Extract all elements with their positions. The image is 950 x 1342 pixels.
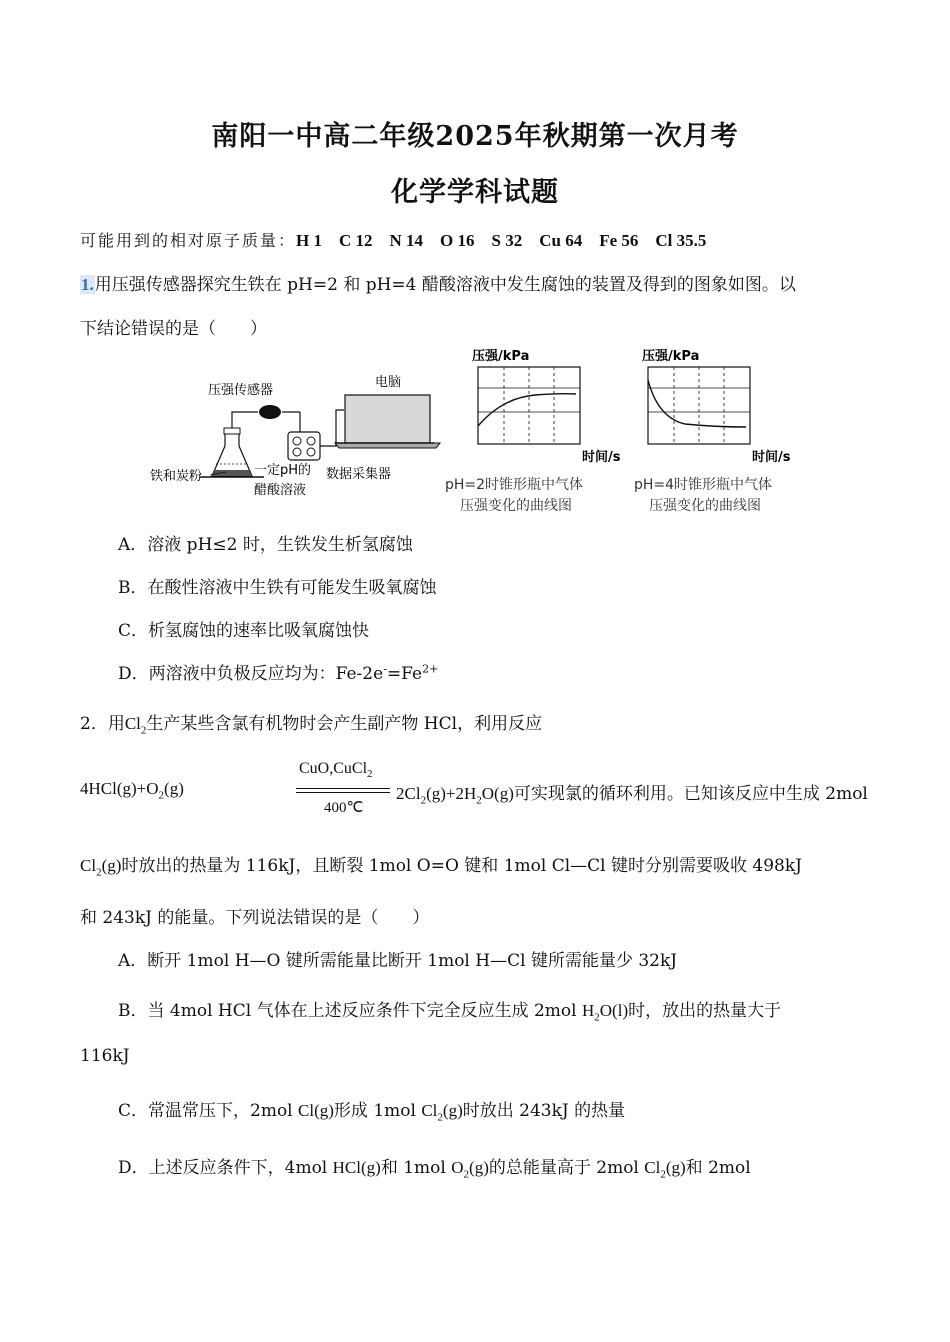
eq-reactants: $4HCl(g)+O_2(g)$ [80, 779, 184, 802]
iron-carbon-label: 铁和炭粉 [150, 469, 203, 484]
q2-line1-cl: Cl [124, 714, 141, 733]
data-collector-label: 数据采集器 [326, 467, 392, 482]
q1-stem-text1: 用压强传感器探究生铁在 pH=2 和 pH=4 醋酸溶液中发生腐蚀的装置及得到的图象如图。以 [94, 275, 796, 295]
computer-label: 电脑 [375, 375, 402, 390]
eq-products: $2Cl_2(g)+2H_2O(g)$可实现氯的循环利用。已知该反应中生成 2mol [396, 784, 868, 807]
graph1-curve [478, 394, 576, 426]
q1-option-d-pre: D．两溶液中负极反应均为：Fe-2e [118, 664, 384, 684]
graph1-caption1: pH=2时锥形瓶中气体 [445, 477, 584, 493]
q2-option-b: B．当 4mol HCl 气体在上述反应条件下完全反应生成 2mol $H_2O(l)$时，放出的热量大于 [118, 1001, 782, 1024]
q1-stem-line1 [80, 270, 796, 295]
graph2-curve [648, 380, 746, 427]
atomic-masses-label: 可能用到的相对原子质量： [80, 231, 297, 250]
q2-option-c: C．常温常压下，2mol Cl(g)形成 1mol $Cl_2(g)$时放出 243kJ 的热量 [118, 1101, 626, 1124]
q2-option-b-line2: 116kJ [80, 1046, 130, 1066]
q2-option-d: D．上述反应条件下，4mol HCl(g)和 1mol $O_2(g)$的总能量高于 2mol $Cl_2(g)$和 2mol [118, 1158, 751, 1181]
q2-line3-text: 时放出的热量为 116kJ，且断裂 1mol O=O 键和 1mol Cl—Cl 键时分别需要吸收 498kJ [121, 856, 802, 876]
conical-flask [212, 432, 252, 476]
page-subtitle: 化学学科试题 [391, 177, 559, 208]
q2-line1-a: 2．用 [80, 714, 125, 734]
page-title: 南阳一中高二年级2025年秋期第一次月考 [211, 121, 739, 152]
apparatus-diagram [150, 374, 440, 498]
atomic-masses [80, 228, 706, 251]
pressure-sensor-label: 压强传感器 [208, 383, 274, 398]
eq-post-text: 可实现氯的循环利用。已知该反应中生成 2mol [513, 784, 868, 804]
acetic-label-1: 一定pH的 [254, 463, 312, 478]
graph2-caption2: 压强变化的曲线图 [649, 498, 761, 514]
data-collector-box [288, 432, 320, 460]
q1-option-d-sup2: 2+ [422, 662, 439, 676]
q2-equation [80, 760, 940, 820]
graph2-ylabel: 压强/kPa [642, 349, 700, 364]
q1-option-c: C．析氢腐蚀的速率比吸氧腐蚀快 [118, 621, 370, 641]
graph2-xlabel: 时间/s [752, 450, 791, 465]
q2-line1-b: 生产某些含氯有机物时会产生副产物 HCl，利用反应 [146, 714, 543, 734]
graph-ph2 [445, 348, 621, 514]
q1-option-b: B．在酸性溶液中生铁有可能发生吸氧腐蚀 [118, 578, 437, 598]
q1-option-d [118, 659, 438, 684]
graph1-xlabel: 时间/s [582, 450, 621, 465]
eq-catalyst: CuO,CuCl$_2$ [299, 760, 373, 781]
atomic-masses-values: H 1 C 12 N 14 O 16 S 32 Cu 64 Fe 56 Cl 35.5 [296, 231, 707, 250]
graph1-ylabel: 压强/kPa [472, 349, 530, 364]
graph2-caption1: pH=4时锥形瓶中气体 [634, 477, 773, 493]
q2-option-a: A．断开 1mol H—O 键所需能量比断开 1mol H—Cl 键所需能量少 32kJ [118, 951, 678, 971]
acetic-label-2: 醋酸溶液 [254, 483, 307, 498]
q1-option-d-sup1: - [383, 662, 387, 676]
q1-number: 1. [81, 275, 94, 294]
graph1-caption2: 压强变化的曲线图 [460, 498, 572, 514]
eq-temperature: 400℃ [324, 800, 364, 816]
q1-option-a: A．溶液 pH≤2 时，生铁发生析氢腐蚀 [118, 535, 413, 555]
q1-figure [140, 340, 820, 525]
computer-screen [345, 395, 430, 443]
pressure-sensor-shape [259, 405, 281, 419]
q2-stem-line4: 和 243kJ 的能量。下列说法错误的是（ ） [80, 908, 430, 928]
q2-stem-line1 [80, 709, 542, 736]
q1-option-d-mid: =Fe [386, 664, 423, 684]
q1-stem-line2: 下结论错误的是（ ） [80, 319, 267, 339]
q2-stem-line3: $Cl_2(g)$时放出的热量为 116kJ，且断裂 1mol O=O 键和 1mol Cl—Cl 键时分别需要吸收 498kJ [80, 856, 802, 879]
q2-line1-sub: 2 [140, 724, 147, 737]
graph-ph4 [634, 348, 791, 514]
